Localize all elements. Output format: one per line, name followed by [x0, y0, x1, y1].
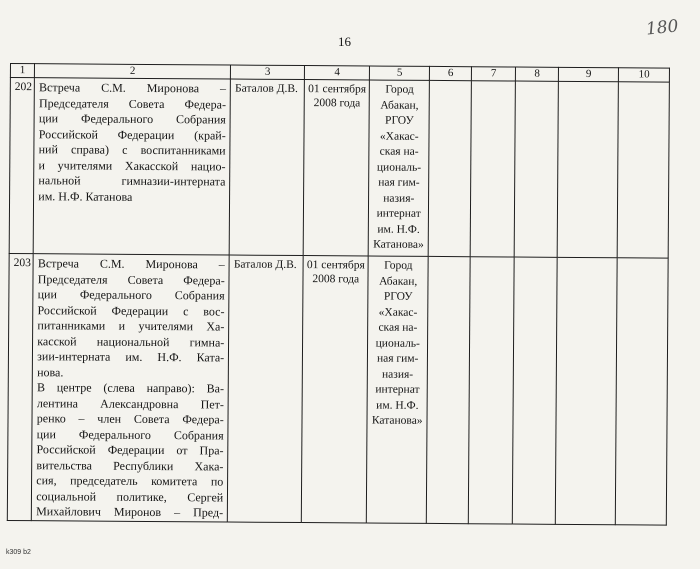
description-line: нова. — [37, 364, 64, 379]
table-row — [7, 253, 668, 524]
description-line: ции Федерального Собрания — [36, 426, 224, 443]
place-line: Катанова» — [373, 238, 424, 251]
empty-cell — [556, 257, 618, 524]
description-line: сия, председатель комитета по — [36, 473, 224, 489]
place-line: им. Н.Ф. — [376, 399, 419, 412]
row-number: 202 — [9, 78, 34, 254]
description-line: касской национальной гимна- — [37, 333, 225, 350]
description-line: питанниками и учителями Ха- — [37, 318, 225, 334]
empty-cell — [428, 80, 471, 256]
description-line: Встреча С.М. Миронова – — [37, 256, 225, 272]
place-line: РГОУ — [383, 290, 413, 303]
description-line: ции Федерального Собрания — [37, 287, 225, 303]
description-line: ренко – член Совета Федера- — [36, 411, 224, 427]
description-line: Российской Федерации (край- — [38, 126, 226, 143]
description-line: Встреча С.М. Миронова – — [39, 80, 227, 96]
place-line: «Хакас- — [378, 306, 418, 319]
description-line: нальной гимназии-интерната — [38, 173, 226, 189]
column-header: 2 — [35, 64, 231, 79]
empty-cell — [514, 81, 558, 257]
place-line: «Хакас- — [379, 130, 419, 143]
description-line: социальной политике, Сергей — [36, 488, 224, 504]
column-header: 10 — [619, 68, 670, 82]
column-header: 6 — [430, 66, 472, 80]
table-row — [9, 78, 669, 259]
catalog-table — [7, 63, 670, 525]
row-date — [303, 80, 369, 256]
place-line: интернат — [376, 207, 421, 220]
empty-cell — [617, 82, 669, 258]
place-line: РГОУ — [385, 114, 414, 127]
place-line: назия- — [381, 368, 414, 381]
column-header: 4 — [305, 66, 370, 80]
archive-footnote: k309 b2 — [6, 549, 31, 556]
description-line: зии-интерната им. Н.Ф. Ката- — [37, 349, 225, 365]
date-line: 01 сентября — [308, 83, 367, 96]
column-header: 8 — [516, 67, 559, 81]
place-line: циональ- — [376, 161, 422, 174]
date-line: 2008 года — [312, 273, 360, 286]
description-line: вительства Республики Хака- — [36, 457, 224, 473]
column-header: 3 — [231, 65, 305, 80]
description-line: лентина Александровна Пет- — [36, 395, 224, 412]
place-line: им. Н.Ф. — [377, 223, 420, 236]
place-line: Город — [384, 259, 413, 272]
row-author: Баталов Д.В. — [229, 79, 304, 256]
empty-cell — [616, 258, 669, 525]
empty-cell — [513, 257, 558, 524]
description-line: ции Федерального Собрания — [38, 111, 226, 127]
row-place — [367, 256, 429, 523]
description-line: Председателя Совета Федера- — [38, 95, 227, 112]
handwritten-sheet-number: 180 — [645, 16, 680, 40]
row-number: 203 — [7, 253, 33, 520]
place-line: Абакан, — [379, 275, 418, 288]
description-line: Российской Федерации с вос- — [37, 302, 225, 319]
place-line: интернат — [375, 383, 420, 396]
description-line: В центре (слева направо): Ва- — [36, 380, 225, 396]
column-header: 9 — [559, 67, 619, 81]
place-line: назия- — [383, 192, 415, 205]
date-line: 01 сентября — [306, 259, 365, 272]
description-line: ний справа) с воспитанниками — [38, 142, 226, 158]
description-line: Михайлович Миронов – Пред- — [36, 504, 224, 520]
empty-cell — [469, 257, 515, 524]
date-line: 2008 года — [313, 97, 361, 110]
place-line: Катанова» — [371, 414, 423, 427]
row-date — [302, 256, 369, 523]
empty-cell — [427, 256, 471, 523]
place-line: ская на- — [379, 145, 419, 158]
description-line: и учителями Хакасской нацио- — [38, 157, 226, 174]
row-description — [33, 78, 230, 255]
place-line: ная гим- — [378, 176, 420, 189]
row-author: Баталов Д.В. — [228, 255, 304, 522]
description-line: им. Н.Ф. Катанова — [38, 188, 133, 204]
description-line: Российской Федерации от Пра- — [36, 442, 224, 458]
place-line: Город — [385, 83, 414, 96]
column-header: 5 — [370, 66, 430, 80]
row-place — [368, 80, 429, 256]
description-line: Председателя Совета Федера- — [37, 271, 225, 288]
place-line: ная гим- — [376, 352, 419, 365]
empty-cell — [470, 81, 515, 257]
empty-cell — [557, 81, 618, 257]
row-description — [32, 254, 230, 522]
column-header: 7 — [472, 67, 516, 81]
place-line: ская на- — [378, 321, 418, 334]
place-line: циональ- — [375, 337, 420, 350]
place-line: Абакан, — [380, 99, 419, 112]
page-number: 16 — [338, 34, 351, 49]
column-header: 1 — [10, 64, 34, 78]
